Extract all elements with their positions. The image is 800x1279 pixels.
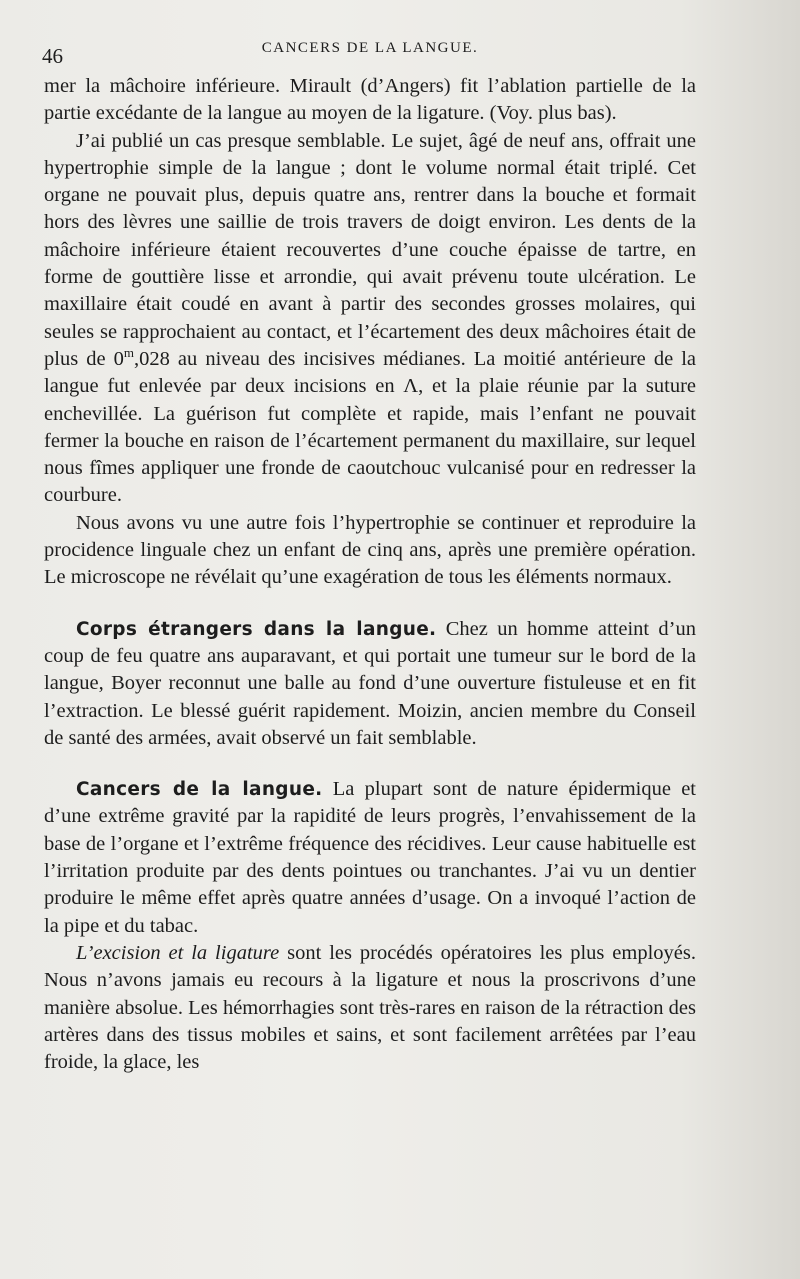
paragraph-excision-text: sont les procédés opératoires les plus employés. Nous n’avons jamais eu recours à la ligature et nous la proscrivons d’une manière absolue. Les hémorrhagies sont très-rares en raison de la rétraction des artères dans des tissus mobiles et sains, et sont facilement arrêtées par l’eau froide, la glace, les — [44, 941, 696, 1074]
body-text — [44, 73, 696, 1076]
page-number: 46 — [42, 44, 63, 68]
paragraph-recurrence: Nous avons vu une autre fois l’hypertrophie se continuer et reproduire la procidence linguale chez un enfant de cinq ans, après une première opération. Le microscope ne révélait qu’une exagération de tous les éléments normaux. — [44, 511, 696, 589]
page-header — [40, 38, 700, 68]
paragraph-case-report — [44, 128, 696, 510]
paragraph-case-report-continuation: au niveau des incisives médianes. La moitié antérieure de la langue fut enlevée par deux incisions en Λ, et la plaie réunie par la suture enchevillée. La guérison fut complète et rapide, mais l’enfant ne pouvait fermer la bouche en raison de l’écartement permanent du maxillaire, sur lequel nous fîmes appliquer une fronde de caoutchouc vulcanisé pour en redresser la courbure. — [44, 347, 697, 507]
section-text-tongue-cancers: La plupart sont de nature épidermique et d’une extrême gravité par la rapidité de leurs progrès, l’envahissement de la base de l’organe et l’extrême fréquence des récidives. Leur cause habituelle est l’irritation produite par des dents pointues ou tranchantes. J’ai vu un dentier produire le même effet après quatre années d’usage. On a invoqué l’action de la pipe et du tabac. — [44, 778, 696, 937]
measurement: 0$^m$,028 — [113, 345, 170, 370]
section-text-foreign-bodies: Chez un homme atteint d’un coup de feu quatre ans auparavant, et qui portait une tumeur sur le bord de la langue, Boyer reconnut une balle au fond d’une ouverture fistuleuse et en fit l’extraction. Le blessé guérit rapidement. Moizin, ancien membre du Conseil de santé des armées, avait observé un fait semblable. — [44, 617, 696, 749]
paragraph-continuation: mer la mâchoire inférieure. Mirault (d’Angers) fit l’ablation partielle de la partie excédante de la langue au moyen de la ligature. (Voy. plus bas). — [44, 75, 696, 125]
section-heading-tongue-cancers: Cancers de la langue. — [76, 779, 323, 801]
running-head: CANCERS DE LA LANGUE. — [261, 40, 479, 56]
section-foreign-bodies — [44, 616, 696, 752]
section-heading-foreign-bodies: Corps étrangers dans la langue. — [76, 618, 437, 640]
section-tongue-cancers — [44, 776, 696, 940]
paragraph-case-report-text: J’ai publié un cas presque semblable. Le sujet, âgé de neuf ans, offrait une hypertrophie simple de la langue ; dont le volume normal était triplé. Cet organe ne pouvait plus, depuis quatre ans, rentrer dans la bouche et formait hors des lèvres une saillie de trois travers de doigt environ. Les dents de la mâchoire inférieure étaient recouvertes d’une couche épaisse de tartre, en forme de gouttière lisse et arrondie, qui avait prévenu toute ulcération. Le maxillaire était coudé en avant à partir des secondes grosses molaires, qui seules se rapprochaient au contact, et l’écartement des deux mâchoires était de plus de — [44, 129, 696, 370]
paragraph-excision-ligature — [44, 940, 696, 1076]
italic-lead: L’excision et la ligature — [76, 941, 280, 964]
